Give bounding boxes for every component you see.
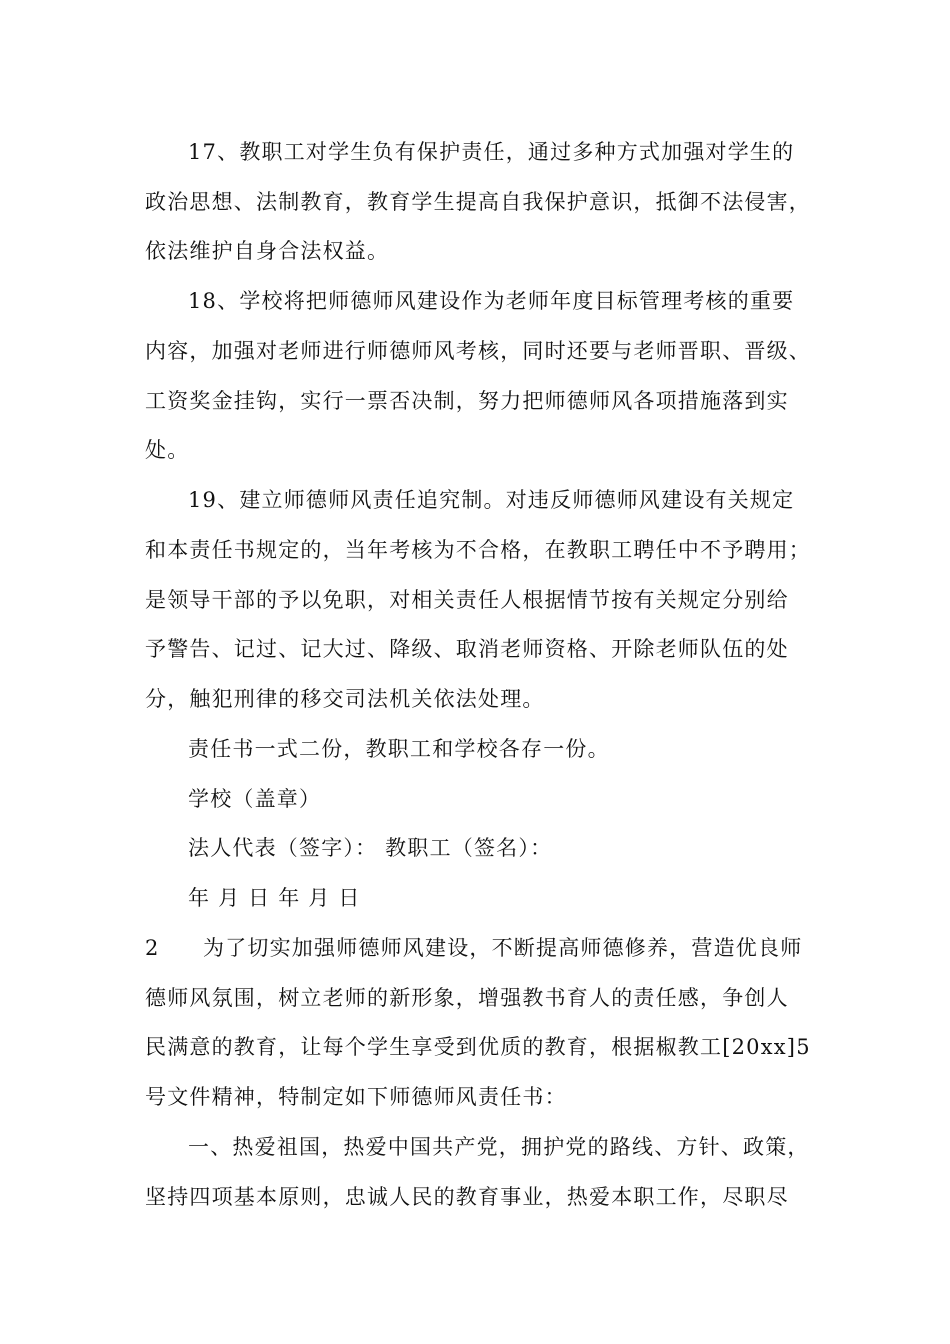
paragraph-19-line-1: 19、建立师德师风责任追究制。对违反师德师风建设有关规定 <box>188 488 795 512</box>
intro-line-2: 德师风氛围，树立老师的新形象，增强教书育人的责任感，争创人 <box>145 986 789 1010</box>
paragraph-19-line-2: 和本责任书规定的，当年考核为不合格，在教职工聘任中不予聘用； <box>145 538 811 562</box>
paragraph-19-line-5: 分，触犯刑律的移交司法机关依法处理。 <box>145 687 545 711</box>
paragraph-18-line-3: 工资奖金挂钩，实行一票否决制，努力把师德师风各项措施落到实 <box>145 389 789 413</box>
intro-line-3: 民满意的教育，让每个学生享受到优质的教育，根据椒教工[20xx]5 <box>145 1035 811 1059</box>
item-1-line-1: 一、热爱祖国，热爱中国共产党，拥护党的路线、方针、政策， <box>188 1135 810 1159</box>
intro-line-4: 号文件精神，特制定如下师德师风责任书： <box>145 1085 567 1109</box>
signature-line: 法人代表（签字）： 教职工（签名）： <box>188 836 553 860</box>
paragraph-18-line-4: 处。 <box>145 438 190 462</box>
item-1-line-2: 坚持四项基本原则，忠诚人民的教育事业，热爱本职工作，尽职尽 <box>145 1185 789 1209</box>
paragraph-17-line-2: 政治思想、法制教育，教育学生提高自我保护意识，抵御不法侵害， <box>145 190 811 214</box>
copies-note: 责任书一式二份，教职工和学校各存一份。 <box>188 737 610 761</box>
date-line: 年 月 日 年 月 日 <box>188 886 361 910</box>
paragraph-17-line-1: 17、教职工对学生负有保护责任，通过多种方式加强对学生的 <box>188 140 795 164</box>
intro-line-1: 为了切实加强师德师风建设，不断提高师德修养，营造优良师 <box>203 936 803 960</box>
paragraph-18-line-2: 内容，加强对老师进行师德师风考核，同时还要与老师晋职、晋级、 <box>145 339 811 363</box>
paragraph-19-line-3: 是领导干部的予以免职，对相关责任人根据情节按有关规定分别给 <box>145 588 789 612</box>
school-seal-line: 学校（盖章） <box>188 787 322 811</box>
paragraph-17-line-3: 依法维护自身合法权益。 <box>145 239 390 263</box>
paragraph-19-line-4: 予警告、记过、记大过、降级、取消老师资格、开除老师队伍的处 <box>145 637 789 661</box>
paragraph-18-line-1: 18、学校将把师德师风建设作为老师年度目标管理考核的重要 <box>188 289 795 313</box>
section-number: 2 <box>145 936 159 960</box>
